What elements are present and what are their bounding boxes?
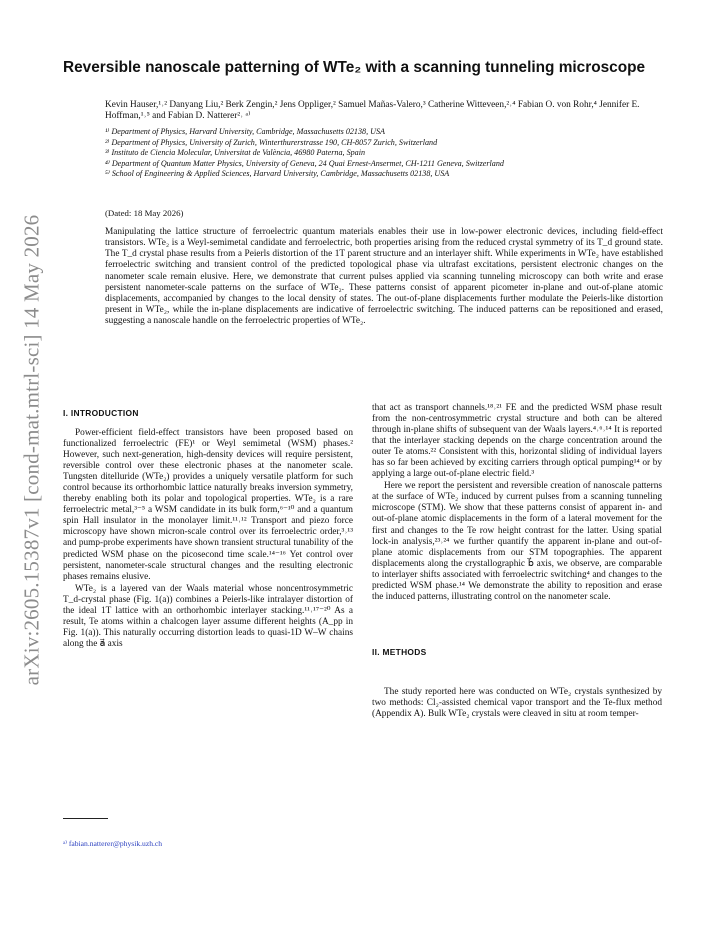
right-column: [372, 403, 662, 721]
affiliation-item: ¹⁾ Department of Physics, Harvard University, Cambridge, Massachusetts 02138, USA: [105, 127, 385, 136]
section-heading-introduction: I. INTRODUCTION: [63, 408, 139, 418]
footnote-rule: [63, 818, 108, 819]
intro-paragraph-4: Here we report the persistent and reversible creation of nanoscale patterns at the surface of WTe₂ induced by current pulses from a scanning tunneling microscope (STM). We show that these patterns consist of apparent in- and out-of-plane atomic displacements in the form of a lateral movement for the first and changes to the Te row height contrast for the latter. Using spatial lock-in analysis,²³˒²⁴ we further quantify the apparent in-plane and out-of-plane atomic displacements from our STM topographies. The apparent displacements along the crystallographic b⃗ axis, we observe, are comparable to interlayer shifts associated with ferroelectric switching⁴ and changes to the predicted WSM phase.¹⁴ We demonstrate the ability to reposition and erase the induced patterns, illustrating control on the nanometer scale.: [372, 481, 662, 602]
paper-title: Reversible nanoscale patterning of WTe₂ with a scanning tunneling microscope: [63, 59, 646, 76]
affiliation-item: ⁵⁾ School of Engineering & Applied Sciences, Harvard University, Cambridge, Massachusetts 02138, USA: [105, 169, 450, 179]
affiliation-item: ²⁾ Department of Physics, University of Zurich, Winterthurerstrasse 190, CH-8057 Zurich, Switzerland: [105, 137, 438, 147]
affiliation-item: ³⁾ Instituto de Ciencia Molecular, Universitat de València, 46980 Paterna, Spain: [105, 148, 366, 158]
abstract: Manipulating the lattice structure of ferroelectric quantum materials enables their use in low-power electronic devices, including field-effect transistors. WTe₂ is a Weyl-semimetal candidate and ferroelectric, both properties arising from the reduced crystal symmetry of its T_d ground state. The T_d crystal phase results from a Peierls distortion of the 1T parent structure and an interlayer shift. While experiments in WTe₂ have established ferroelectric switching and transient control of the predicted topological phase via ultrafast excitations, persistent electronic changes on the nanometer scale remain elusive. Here, we demonstrate that current pulses applied via scanning tunneling microscopy can both write and erase persistent nanometer-scale patterns on the surface of WTe₂. These patterns consist of apparent picometer in-plane and out-of-plane atomic displacements, accompanied by changes to the local density of states. The out-of-plane displacements further modulate the Peierls-like distortion present in WTe₂, while the in-plane displacements are indicative of ferroelectric switching. The induced patterns can be repositioned and erased, suggesting a nanoscale handle on the ferroelectric properties of WTe₂.: [105, 227, 663, 327]
left-column: [63, 408, 353, 651]
date-line: (Dated: 18 May 2026): [105, 208, 184, 218]
footnote-email-link[interactable]: ᵃ⁾ fabian.natterer@physik.uzh.ch: [63, 839, 163, 848]
affiliation-list: [105, 127, 665, 180]
section-heading-methods: II. METHODS: [372, 646, 427, 657]
methods-paragraph-1: The study reported here was conducted on WTe₂ crystals synthesized by two methods: Cl₂-assisted chemical vapor transport and the Te-flux method (Appendix A). Bulk WTe₂ crystals were cleaved in situ at room temper-: [372, 686, 662, 719]
intro-paragraph-2: WTe₂ is a layered van der Waals material whose noncentrosymmetric T_d-crystal phase (Fig. 1(a)) combines a Peierls-like intralayer distortion of the ideal 1T lattice with an orthorhombic interlayer stacking.¹¹˒¹⁷⁻²⁰ As a result, Te atoms within a chalcogen layer assume different heights (A_pp in Fig. 1(a)). This naturally occurring distortion leads to quasi-1D W–W chains along the a⃗ axis: [63, 583, 353, 649]
affiliation-item: ⁴⁾ Department of Quantum Matter Physics, University of Geneva, 24 Quai Ernest-Ansermet, CH-1211 Geneva, Switzerland: [105, 158, 504, 168]
intro-paragraph-3: that act as transport channels.¹⁸˒²¹ FE and the predicted WSM phase result from the non-centrosymmetric crystal structure and both can be altered through in-plane shifts of subsequent van der Waals layers.⁴˒⁶˒¹⁴ It is reported that the interlayer stacking depends on the charge concentration around the outer Te atoms.²² Consistent with this, horizontal sliding of individual layers has so far been achieved by exciting carriers through optical pumping¹⁴ or by applying a large out-of-plane electric field.³: [372, 403, 662, 480]
arxiv-identifier: arXiv:2605.15387v1 [cond-mat.mtrl-sci] 14 May 2026: [19, 214, 44, 686]
arxiv-identifier-margin: [14, 200, 50, 700]
intro-paragraph-1: Power-efficient field-effect transistors have been proposed based on functionalized ferroelectric (FE)¹ or Weyl semimetal (WSM) phases.² However, such next-generation, high-density devices will require persistent, reversible control over these electronic phases at the nanometer scale. Tungsten ditelluride (WTe₂) provides a uniquely versatile platform for such control because its orthorhombic lattice naturally breaks inversion symmetry, thereby enabling both its polar and topological properties. WTe₂ is a rare ferroelectric metal,³⁻⁵ a WSM candidate in its bulk form,⁶⁻¹⁰ and a quantum spin Hall insulator in the monolayer limit.¹¹˒¹² Transport and piezo force microscopy have shown micron-scale control over its ferroelectric order,³˒¹³ and pump-probe experiments have shown transient structural tunability of the predicted WSM phase on the picosecond time scale.¹⁴⁻¹⁶ Yet control over persistent, nanometer-scale structural changes and the resulting electronic phases remains elusive.: [63, 428, 353, 582]
author-list: Kevin Hauser,¹˒² Danyang Liu,² Berk Zengin,² Jens Oppliger,² Samuel Mañas-Valero,³ Catherine Witteveen,²˒⁴ Fabian O. von Rohr,⁴ Jennifer E. Hoffman,¹˒⁵ and Fabian D. Natterer²˒ ᵃ⁾: [105, 100, 640, 121]
